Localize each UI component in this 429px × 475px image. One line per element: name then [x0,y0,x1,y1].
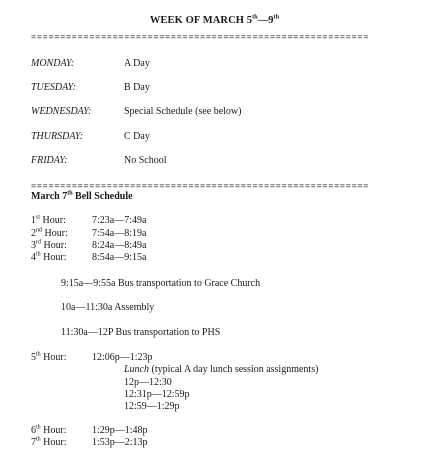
hour-time-3: 8:24a—8:49a [92,240,147,251]
hour-label-4: 4th Hour: [31,251,67,263]
divider-rule: ========================================================== [31,181,370,191]
hour-time-6: 1:29p—1:48p [92,425,148,436]
lunch-session-3: 12:59—1:29p [124,401,180,412]
day-label-wednesday: WEDNESDAY: [31,106,92,117]
hour-label-6: 6th Hour: [31,424,67,436]
day-label-thursday: THURSDAY: [31,131,84,142]
lunch-session-2: 12:31p—12:59p [124,389,190,400]
hour-label-7: 7th Hour: [31,436,67,448]
hour-label-1: 1st Hour: [31,214,66,226]
hour-label-5: 5th Hour: [31,351,67,363]
hour-label-3: 3rd Hour: [31,239,67,251]
hour-time-5: 12:06p—1:23p [92,352,153,363]
day-value-friday: No School [124,155,167,166]
event-bus-to-grace-church: 9:15a—9:55a Bus transportation to Grace Church [61,278,261,289]
lunch-note: Lunch (typical A day lunch session assignments) [124,364,319,375]
day-value-monday: A Day [124,58,150,69]
hour-time-2: 7:54a—8:19a [92,228,147,239]
hour-label-2: 2nd Hour: [31,227,68,239]
event-assembly: 10a—11:30a Assembly [61,302,155,313]
day-value-wednesday: Special Schedule (see below) [124,106,242,117]
day-label-tuesday: TUESDAY: [31,82,76,93]
day-label-friday: FRIDAY: [31,155,68,166]
page-title: WEEK OF MARCH 5th—9th [149,14,280,26]
hour-time-7: 1:53p—2:13p [92,437,148,448]
hour-time-1: 7:23a—7:49a [92,215,147,226]
day-label-monday: MONDAY: [31,58,75,69]
lunch-session-1: 12p—12:30 [124,377,172,388]
divider-rule: ========================================================== [31,32,370,42]
hour-time-4: 8:54a—9:15a [92,252,147,263]
bell-schedule-heading: March 7th Bell Schedule [31,190,133,202]
day-value-tuesday: B Day [124,82,150,93]
day-value-thursday: C Day [124,131,150,142]
event-bus-to-phs: 11:30a—12P Bus transportation to PHS [61,327,221,338]
